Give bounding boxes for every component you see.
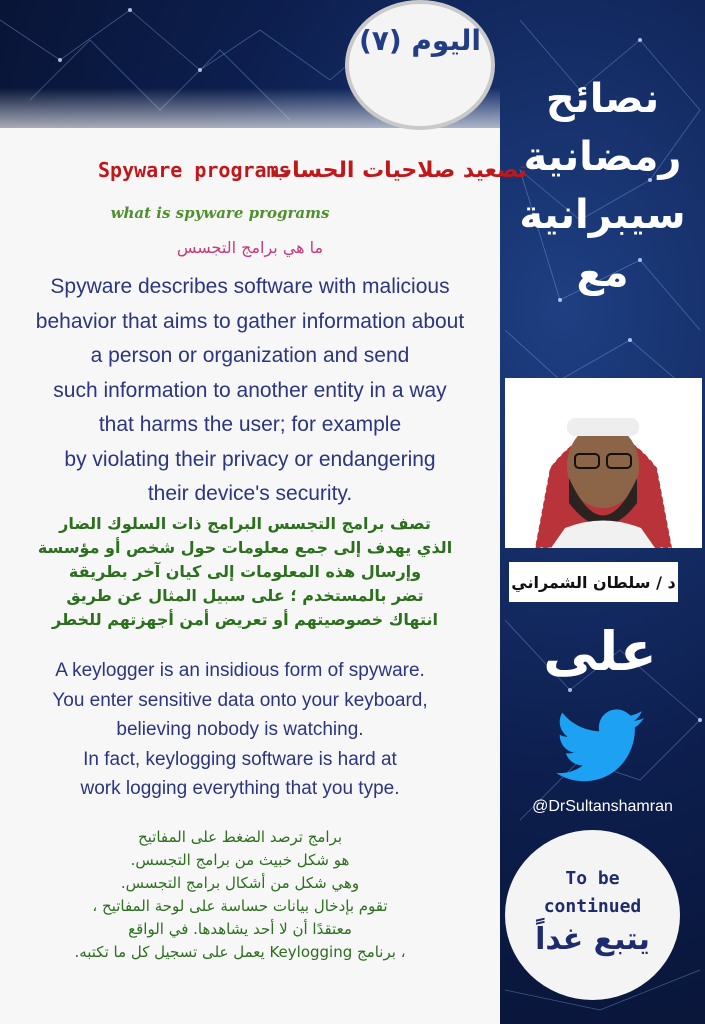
on-label: على [543,620,657,683]
paragraph-line: that harms the user; for example [98,413,402,436]
paragraph-line: وإرسال هذه المعلومات إلى كيان آخر بطريقة [68,562,422,581]
sidebar-title-line: نصائح [545,76,660,122]
continued-line-1: To be [565,868,620,889]
paragraph-line: their device's security. [147,482,353,505]
day-label: اليوم (٧) [358,24,482,57]
sidebar-title-line: رمضانية [523,134,682,180]
sidebar-title-line: مع [576,250,629,296]
paragraph-line: الذي يهدف إلى جمع معلومات حول شخص أو مؤسسة [37,538,453,557]
paragraph-line: انتهاك خصوصيتهم أو تعريض أمن أجهزتهم للخطر [52,610,438,629]
paragraph-line: work logging everything that you type. [80,778,400,799]
title-arabic: تصعيد صلاحيات الحساب [270,158,527,183]
paragraph-line: معتقدًا أن لا أحد يشاهدها. في الواقع [128,920,352,938]
paragraph-line: تضر بالمستخدم ؛ على سبيل المثال عن طريق [66,586,424,605]
paragraph-line: Spyware describes software with malicious [50,275,450,298]
paragraph-line: تصف برامج التجسس البرامج ذات السلوك الضار [59,514,431,533]
paragraph-line: behavior that aims to gather information about [35,309,465,333]
paragraph-line: A keylogger is an insidious form of spyware. [55,660,425,681]
author-photo [505,378,702,548]
twitter-bird-icon[interactable] [556,708,644,784]
paragraph-line: believing nobody is watching. [116,719,364,740]
paragraph-arabic-2 [20,826,460,964]
question-arabic: ما هي برامج التجسس [176,238,324,257]
sidebar-title [500,70,705,302]
sidebar-title-line: سيبرانية [519,192,686,238]
day-badge [345,0,495,130]
paragraph-line: برامج ترصد الضغط على المفاتيح [137,828,343,846]
question-english: what is spyware programs [110,204,330,222]
paragraph-english-2 [20,656,460,804]
author-name: د / سلطان الشمراني [509,562,678,602]
paragraph-line: تقوم بإدخال بيانات حساسة على لوحة المفاتيح ، [92,897,388,915]
twitter-handle[interactable]: @DrSultanshamran [532,798,673,815]
paragraph-line: a person or organization and send [90,344,410,367]
continued-line-2: continued [543,896,642,917]
paragraph-line: such information to another entity in a way [53,378,447,402]
paragraph-line: by violating their privacy or endangering [64,447,436,471]
paragraph-line: In fact, keylogging software is hard at [83,748,397,770]
author-portrait-icon [505,378,702,548]
paragraph-english-1 [0,270,500,512]
paragraph-line: وهي شكل من أشكال برامج التجسس. [120,874,360,892]
continued-arabic: يتبع غداً [535,922,650,957]
paragraph-line: هو شكل خبيث من برامج التجسس. [130,851,350,869]
title-english: Spyware programs [98,158,291,182]
paragraph-line: ، برنامج Keylogging يعمل على تسجيل كل ما تكتبه. [74,943,406,961]
paragraph-line: You enter sensitive data onto your keyboard, [52,689,428,711]
paragraph-arabic-1 [10,512,480,632]
